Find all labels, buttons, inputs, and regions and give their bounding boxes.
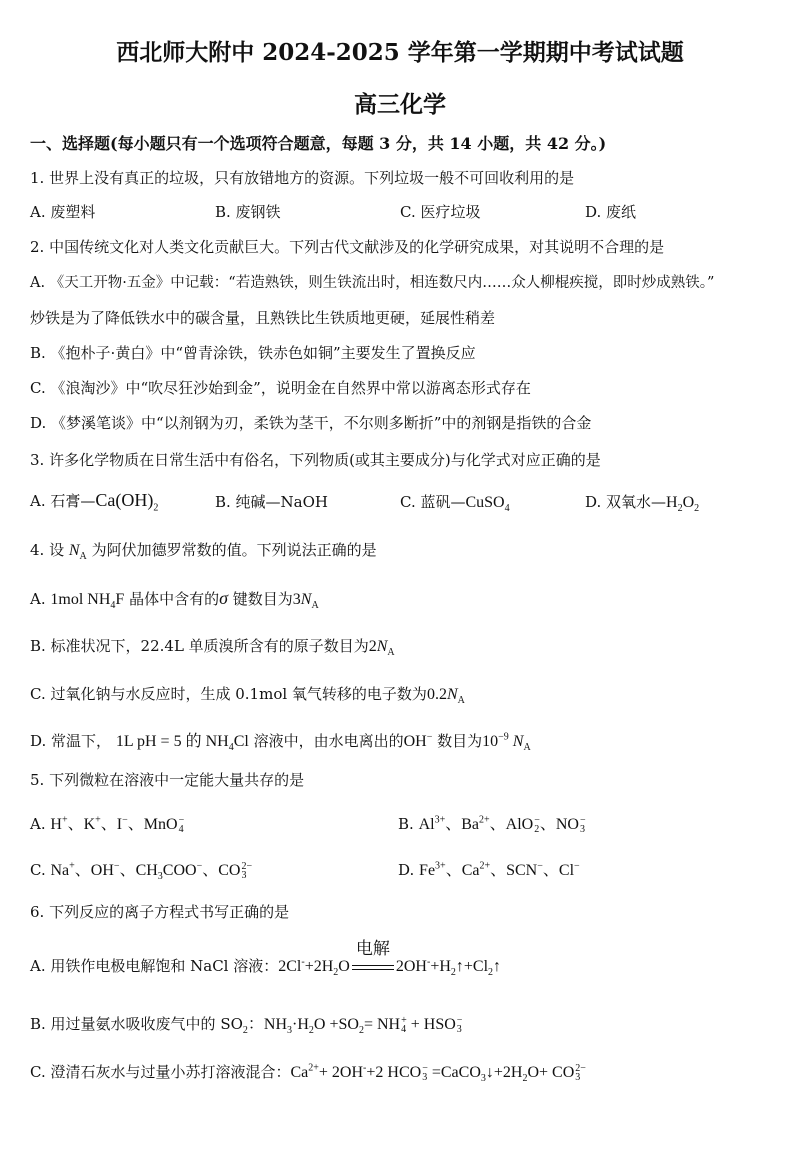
q1-option-d: D. 废纸 — [585, 203, 637, 221]
q5-d-label: D. — [398, 861, 415, 879]
q3-stem: 3. 许多化学物质在日常生活中有俗名，下列物质(或其主要成分)与化学式对应正确的是 — [30, 451, 601, 469]
exam-title: 西北师大附中 2024-2025 学年第一学期期中考试试题 — [116, 39, 684, 66]
q5-option-a — [30, 814, 184, 835]
q4-stem-pre: 4. 设 — [30, 541, 65, 559]
q4-b-pre: B. 标准状况下，22.4L 单质溴所含有的原子数目为 — [30, 637, 369, 655]
q6-a-reactants: $2Cl^-+2H_2O$ — [278, 956, 350, 979]
q4-d-pre: D. 常温下， — [30, 732, 112, 750]
q3-d-formula: $H_2O_2$ — [666, 494, 700, 515]
q4-stem — [30, 540, 377, 561]
q4-a-pre: A. — [30, 590, 46, 608]
q6-b-equation: $_2$：$NH_3\cdot H_2O +SO_2=$ NH + 4 + HSO − 3 — [242, 1015, 463, 1037]
q6-stem: 6. 下列反应的离子方程式书写正确的是 — [30, 903, 290, 921]
q2-option-c: C. 《浪淘沙》中“吹尽狂沙始到金”，说明金在自然界中常以游离态形式存在 — [30, 379, 531, 397]
q5-option-b — [398, 814, 586, 835]
q6-a-pre: A. 用铁作电极电解饱和 NaCl 溶液： — [30, 957, 279, 975]
q4-option-a — [30, 588, 319, 610]
q4-option-b — [30, 636, 395, 657]
section-heading: 一、选择题(每小题只有一个选项符合题意，每题 3 分，共 14 小题，共 42 分。) — [30, 134, 607, 153]
exam-subtitle: 高三化学 — [354, 91, 446, 118]
q1-stem: 1. 世界上没有真正的垃圾，只有放错地方的资源。下列垃圾一般不可回收利用的是 — [30, 169, 575, 187]
q2-option-b: B. 《抱朴子·黄白》中“曾青涂铁，铁赤色如铜”主要发生了置换反应 — [30, 344, 476, 362]
q6-option-b — [30, 1014, 462, 1035]
q5-d-ions: $Fe^{3+}$、$Ca^{2+}$、SCN−、Cl− — [419, 860, 580, 879]
q4-d-post: 数目为 — [437, 732, 483, 750]
q6-a-products: $2OH^-+H_2↑+Cl_2↑$ — [395, 956, 502, 979]
q6-c-pre: C. 澄清石灰水与过量小苏打溶液混合： — [30, 1063, 291, 1081]
q5-b-ions: $Al^{3+}$、$Ba^{2+}$、AlO − 2 、NO − 3 — [418, 814, 586, 836]
q5-c-label: C. — [30, 861, 46, 879]
q3-option-a — [30, 490, 159, 514]
q4-d-formula: 1L pH = 5 的 $NH_4Cl$ — [115, 733, 249, 754]
q4-a-mid: 晶体中含有的 — [129, 590, 220, 608]
q1-option-b: B. 废钢铁 — [215, 203, 281, 221]
q3-a-formula: $Ca(OH)_2$ — [95, 490, 159, 514]
q5-stem: 5. 下列微粒在溶液中一定能大量共存的是 — [30, 771, 305, 789]
q4-d-mid: 溶液中，由水电离出的 — [253, 732, 404, 750]
q4-c-pre: C. 过氧化钠与水反应时，生成 0.1mol 氧气转移的电子数为 — [30, 685, 427, 703]
q3-option-d — [585, 492, 699, 513]
q2-option-a-line2: 炒铁是为了降低铁水中的碳含量，且熟铁比生铁质地更硬，延展性稍差 — [30, 309, 496, 327]
q6-b-pre: B. 用过量氨水吸收废气中的 SO — [30, 1015, 243, 1033]
sigma-symbol: σ — [219, 588, 228, 608]
electrolysis-arrow — [352, 939, 394, 977]
q4-option-d — [30, 731, 531, 752]
q2-stem: 2. 中国传统文化对人类文化贡献巨大。下列古代文献涉及的化学研究成果，对其说明不合理的是 — [30, 238, 665, 256]
q5-c-ions: Na+、OH−、$CH_3COO^-$、CO 2− 3 — [50, 860, 253, 883]
avogadro-symbol: $N_A$ — [68, 542, 87, 563]
q6-option-c — [30, 1062, 586, 1083]
q5-a-ions: H+、K+、I−、MnO − 4 — [50, 814, 185, 836]
q6-option-a — [30, 939, 502, 979]
q4-a-formula: 1mol $NH_4F$ — [50, 591, 125, 612]
q3-option-b: B. 纯碱—NaOH — [215, 493, 329, 511]
q5-option-d — [398, 860, 580, 881]
q4-a-value: $3N_A$ — [292, 591, 319, 612]
q1-option-c: C. 医疗垃圾 — [400, 203, 481, 221]
q5-a-label: A. — [30, 815, 46, 833]
q5-option-c — [30, 860, 252, 881]
q3-a-label: A. 石膏— — [30, 492, 96, 510]
q4-c-value: $0.2N_A$ — [426, 686, 465, 707]
q5-b-label: B. — [398, 815, 414, 833]
q4-stem-post: 为阿伏加德罗常数的值。下列说法正确的是 — [91, 541, 377, 559]
q2-option-d: D. 《梦溪笔谈》中“以剂钢为刃，柔铁为茎干，不尔则多断折”中的剂钢是指铁的合金 — [30, 414, 592, 432]
q3-option-c — [400, 492, 510, 513]
q3-d-label: D. 双氧水— — [585, 493, 667, 511]
q2-option-a-line1: A. 《天工开物·五金》中记载：“若造熟铁，则生铁流出时，相连数尺内……众人柳棍疾搅，即时炒成熟铁。” — [30, 275, 715, 291]
q1-option-a: A. 废塑料 — [30, 203, 96, 221]
q4-d-value: $10^{-9}$ $N_A$ — [482, 731, 531, 754]
q4-option-c — [30, 684, 465, 705]
q3-c-formula: CuSO$_4$ — [465, 494, 510, 515]
q3-c-label: C. 蓝矾— — [400, 493, 466, 511]
q4-d-ion: OH− — [403, 731, 433, 750]
electrolysis-label: 电解 — [355, 939, 390, 959]
q4-a-post: 键数目为 — [232, 590, 293, 608]
q4-b-value: $2N_A$ — [368, 638, 395, 659]
q6-c-equation: $Ca^{2+}+ 2OH^-+2$ HCO − 3 $=CaCO_3↓+2H_2O+$ CO 2− 3 — [290, 1062, 586, 1085]
